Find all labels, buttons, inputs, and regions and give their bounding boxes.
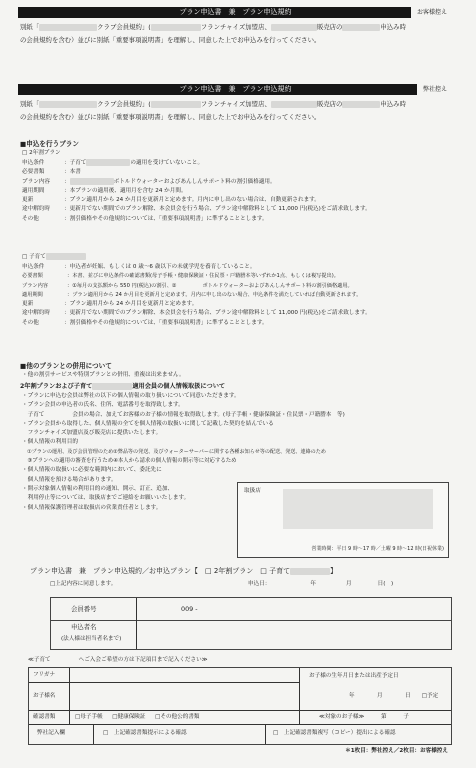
doc-options — [75, 713, 200, 722]
kosodate-form — [28, 667, 452, 745]
privacy-item: ・プラン会員の申込者の氏名、住所、電話番号を取得致します。 — [22, 402, 184, 409]
plans-heading: ■申込を行うプラン — [20, 140, 79, 148]
birth-date-field[interactable]: 年 月 日 □予定 — [349, 693, 439, 699]
form-footer: ＊1枚目：弊社控え／2枚目：お客様控え — [345, 748, 448, 754]
privacy-item: 個人情報を預ける場合があります。 — [22, 476, 117, 483]
main-line-2: の会員規約を含む）並びに別紙「重要事項説明書」を理解し、同意した上でお申込みを行ってください。 — [20, 113, 321, 121]
plan2-row: 申込条件 ：子育て の適用を受けていないこと。 — [22, 160, 204, 166]
privacy-item: ・プラン会員から取得した、個人情報の全てを個人情報の取扱いに関して記載した契約を結んでいる — [22, 420, 274, 427]
plan2-details — [22, 159, 371, 224]
top-slip-header — [18, 7, 453, 18]
child-name-label: お子様名 — [33, 693, 56, 699]
staff-option-copy[interactable]: □ 上記確認書類複写（コピー）提出による確認 — [273, 730, 396, 736]
applicant-name-field[interactable] — [137, 619, 451, 649]
kosodate-row: 更新 ：プラン適用月から 24 か月目を更新月と定めます。 — [22, 301, 198, 308]
kosodate-row: 途中解約時 ：更新月でない期間でのプラン解除、本会員会を行う場合、プラン途中解除料として 11,000 円(税込)をご請求致します。 — [22, 310, 371, 317]
kosodate-row: 必要書類 ：本書、並びに申込条件の確認書類(母子手帳・健康保険証・住民票・戸籍謄本等いずれか1点、もしくは複写提出)。 — [22, 273, 339, 280]
top-slip-title: プラン申込書 兼 プラン申込規約 — [179, 8, 292, 16]
privacy-item: ・個人情報の利用目的 — [22, 439, 78, 446]
form-title: プラン申込書 兼 プラン申込規約／お申込プラン【 □ 2年割プラン □ 子育て 】 — [30, 567, 338, 575]
plan2-row: 更新 ：プラン適用月から 24 か月目を更新月と定めます。月内に申し出のない場合は、自動更新されます。 — [22, 197, 320, 204]
other-heading: ■他のプランとの併用について — [20, 362, 112, 370]
top-slip-line-1: 別紙「 クラブ会員規約」( フランチャイズ加盟店、 販売店の 申込み時 — [20, 23, 406, 31]
apply-date: 申込日： 年 月 日( ) — [248, 581, 394, 587]
plan2-row: 適用期間 ：本プランの適用後、適用月を含む 24 か月間。 — [22, 187, 187, 194]
birth-label: お子様の生年月日または出産予定日 — [309, 673, 399, 679]
agree-checkbox[interactable]: □上記内容に同意します。 — [50, 581, 117, 587]
main-header — [18, 84, 453, 95]
main-tag: 弊社控え — [417, 84, 453, 95]
privacy-item: ・個人情報の取扱いに必要な範囲内において、委託先に — [22, 467, 162, 474]
privacy-heading: 2年割プランおよび子育て 適用会員の個人情報取扱について — [20, 383, 226, 390]
privacy-item: ①プランの運用、及び会員管理のため②弊品等の発送、及びウォーターサーバーに関する各種お知らせ等の配送、発送、連絡のため — [22, 448, 326, 455]
plan2-row: 途中解約時 ：更新月でない期間でのプラン解除、本会員会を行う場合、プラン途中解除料として 11,000 円(税込)をご請求致します。 — [22, 206, 371, 213]
plan2-row: 必要書類 ：本書 — [22, 169, 81, 176]
privacy-item: ・プランに申込む会員は弊社の以下の個人情報の取り扱いについて同意いただきます。 — [22, 393, 240, 399]
store-hours: 営業時間：平日 9 時～17 時／土曜 9 時～12 時(日祝休業) — [311, 545, 444, 552]
plan2-row: プラン内容 ： ボトルドウォーターおよびあんしんサポート料の割引価格適用。 — [22, 178, 276, 185]
staff-option-present[interactable]: □ 上記確認書類提示による確認 — [103, 730, 187, 736]
store-label: 取扱店 — [244, 488, 261, 494]
doc-option-boshi-techo[interactable]: □母子手帳 — [75, 714, 103, 720]
applicant-row — [50, 619, 452, 650]
kosodate-details — [22, 263, 371, 328]
member-no-label: 会員番号 — [71, 605, 97, 613]
privacy-item: フランチャイズ加盟店及び販売店に提供いたします。 — [22, 430, 162, 437]
privacy-item: ・個人情報保護管理者は取扱店の営業責任者とします。 — [22, 504, 162, 511]
top-slip-tag: お客様控え — [411, 7, 453, 18]
kosodate-row: 適用期間 ：プラン適用月から 24 か月目を更新月と定めます。月内に申し出のない場合、申込条件を満たしていれば自動更新されます。 — [22, 291, 362, 298]
furigana-label: フリガナ — [33, 672, 56, 678]
main-line-1: 別紙「 クラブ会員規約」( フランチャイズ加盟店、 販売店の 申込み時 — [20, 100, 406, 108]
privacy-item: 子育て 会員の場合、加えてお客様のお子様の情報を取得致します。(母子手帳・健康保険証・住民票・戸籍謄本 等) — [22, 411, 345, 418]
privacy-item: 利用停止等については、取扱店までご連絡をお願いいたします。 — [22, 495, 190, 502]
target-child-field[interactable]: ≪対象のお子様≫ 第 子 — [319, 714, 410, 720]
kosodate-row: 申込条件 ：申込者が妊娠、もしくは 0 歳～6 歳以下の未就学児を養育していること。 — [22, 264, 256, 270]
plan2-title: □ 2年割プラン — [22, 150, 61, 156]
member-no-row — [50, 597, 452, 621]
furigana-field[interactable] — [70, 668, 299, 682]
top-slip-line-2: の会員規約を含む）並びに別紙「重要事項説明書」を理解し、同意した上でお申込みを行ってください。 — [20, 36, 321, 44]
kosodate-note: ≪子育て へご入会ご希望の方は下記項目まで記入ください≫ — [28, 657, 208, 663]
main-title: プラン申込書 兼 プラン申込規約 — [179, 85, 292, 93]
other-line-1: ・他の割引サービスや特別プランとの併用、重複は出来ません。 — [22, 372, 185, 378]
kosodate-row: プラン内容 ：①毎月の支払額から 550 円(税込)の割引、② ボトルドウォーターおよびあんしんサポート料の割引価格適用。 — [22, 282, 353, 289]
privacy-item: ・開示対象個人情報の利用目的の通知、開示、訂正、追加、 — [22, 485, 174, 492]
doc-option-other[interactable]: □その他公的書類 — [155, 714, 200, 720]
kosodate-row: その他 ：割引価格やその他規約については、「重要事項説明書」に準ずることとします。 — [22, 319, 268, 326]
member-no-field[interactable]: 009 - — [181, 605, 198, 613]
privacy-item: ③プランへの適用の審査を行うため④本人から請求の個人情報の開示等に対応するため — [22, 458, 237, 465]
doc-option-insurance[interactable]: □健康保険証 — [112, 714, 146, 720]
store-stamp-area — [283, 489, 433, 529]
store-box — [237, 482, 449, 558]
staff-label: 弊社記入欄 — [37, 730, 65, 736]
confirm-doc-label: 確認書類 — [33, 714, 56, 720]
applicant-sub-label: (法人様は担当者名まで) — [61, 636, 122, 642]
kosodate-title: □ 子育て — [22, 253, 86, 262]
applicant-label: 申込者名 — [71, 623, 97, 631]
plan2-row: その他 ：割引価格やその他規約については、「重要事項説明書」に準ずることとします。 — [22, 215, 268, 222]
child-name-field[interactable] — [70, 683, 299, 710]
